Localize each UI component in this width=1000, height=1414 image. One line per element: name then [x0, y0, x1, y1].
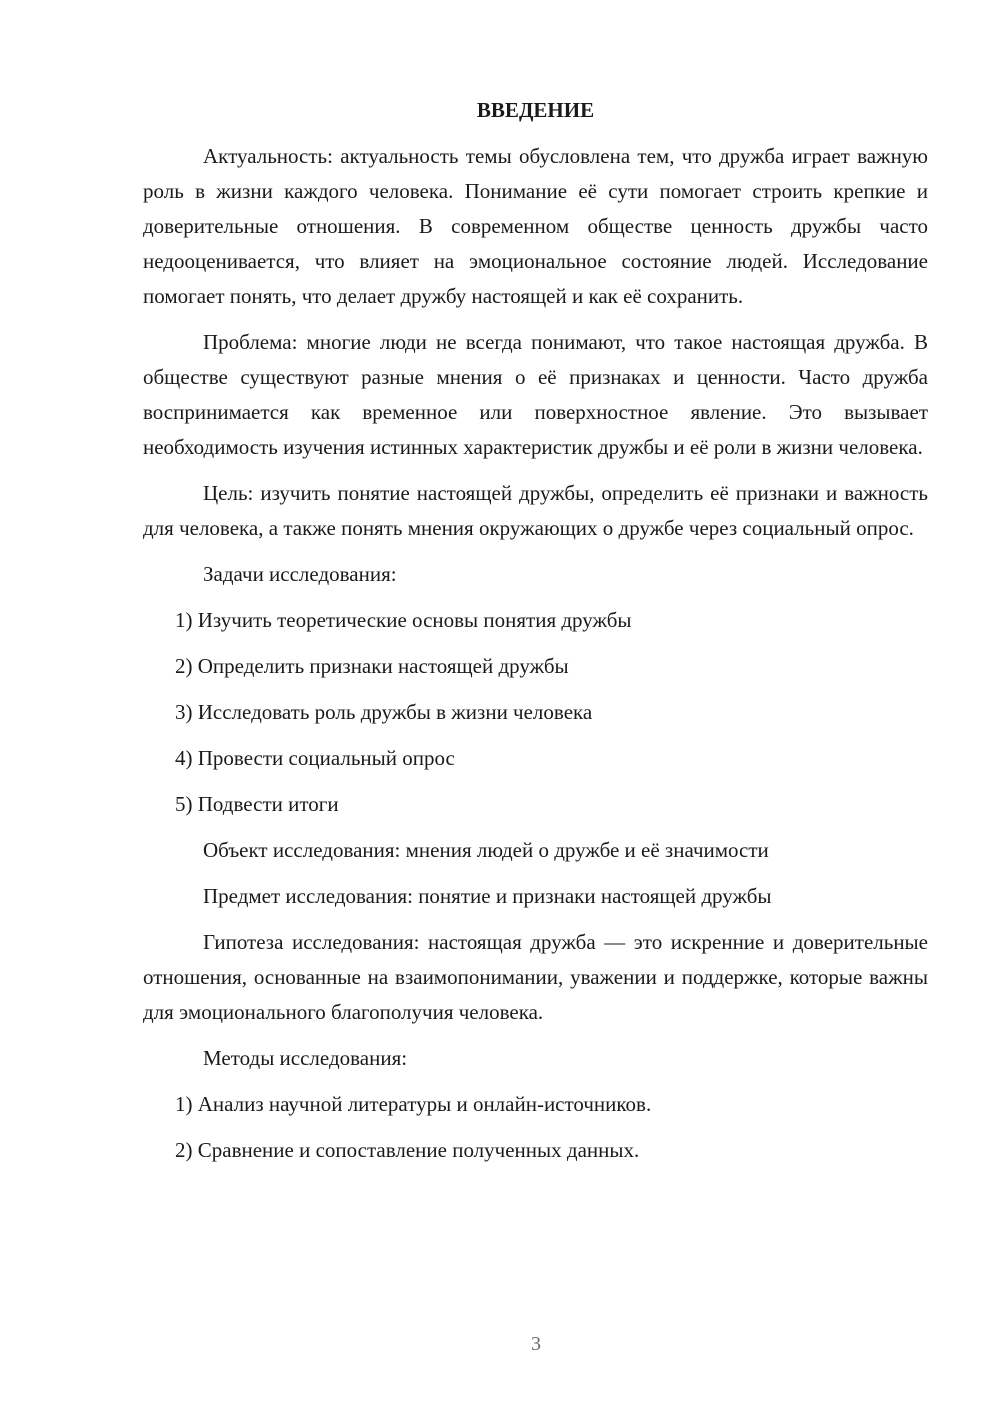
hypothesis-paragraph: Гипотеза исследования: настоящая дружба — это искренние и доверительные отношения, основанные на взаимопонимании, уважении и поддержке, которые важны для эмоционального благополучия человека.: [143, 930, 928, 1024]
list-item: 5) Подвести итоги: [175, 792, 339, 816]
page-number: 3: [531, 1333, 541, 1355]
list-item: 1) Анализ научной литературы и онлайн-источников.: [175, 1092, 652, 1116]
list-item: 1) Изучить теоретические основы понятия дружбы: [175, 608, 632, 632]
list-item: 3) Исследовать роль дружбы в жизни человека: [175, 700, 593, 724]
goal-paragraph: Цель: изучить понятие настоящей дружбы, определить её признаки и важность для человека, а также понять мнения окружающих о дружбе через социальный опрос.: [143, 481, 928, 540]
problem-paragraph: Проблема: многие люди не всегда понимают, что такое настоящая дружба. В обществе существуют разные мнения о её признаках и ценности. Часто дружба воспринимается как временное или поверхностное явление. Это вызывает необходимость изучения истинных характеристик дружбы и её роли в жизни человека.: [143, 330, 928, 459]
list-item: 2) Сравнение и сопоставление полученных данных.: [175, 1138, 640, 1162]
relevance-paragraph: Актуальность: актуальность темы обусловлена тем, что дружба играет важную роль в жизни каждого человека. Понимание её сути помогает строить крепкие и доверительные отношения. В современном обществе ценность дружбы часто недооценивается, что влияет на эмоциональное состояние людей. Исследование помогает понять, что делает дружбу настоящей и как её сохранить.: [143, 144, 928, 308]
list-item: 2) Определить признаки настоящей дружбы: [175, 654, 569, 678]
methods-heading: Методы исследования:: [203, 1046, 408, 1070]
page-title: ВВЕДЕНИЕ: [476, 98, 595, 122]
tasks-heading: Задачи исследования:: [203, 562, 397, 586]
tasks-list: [143, 603, 928, 822]
list-item: 4) Провести социальный опрос: [175, 746, 455, 770]
methods-list: [143, 1087, 928, 1168]
document-body: [143, 93, 928, 1179]
object-line: Объект исследования: мнения людей о дружбе и её значимости: [203, 838, 769, 862]
subject-line: Предмет исследования: понятие и признаки настоящей дружбы: [203, 884, 772, 908]
